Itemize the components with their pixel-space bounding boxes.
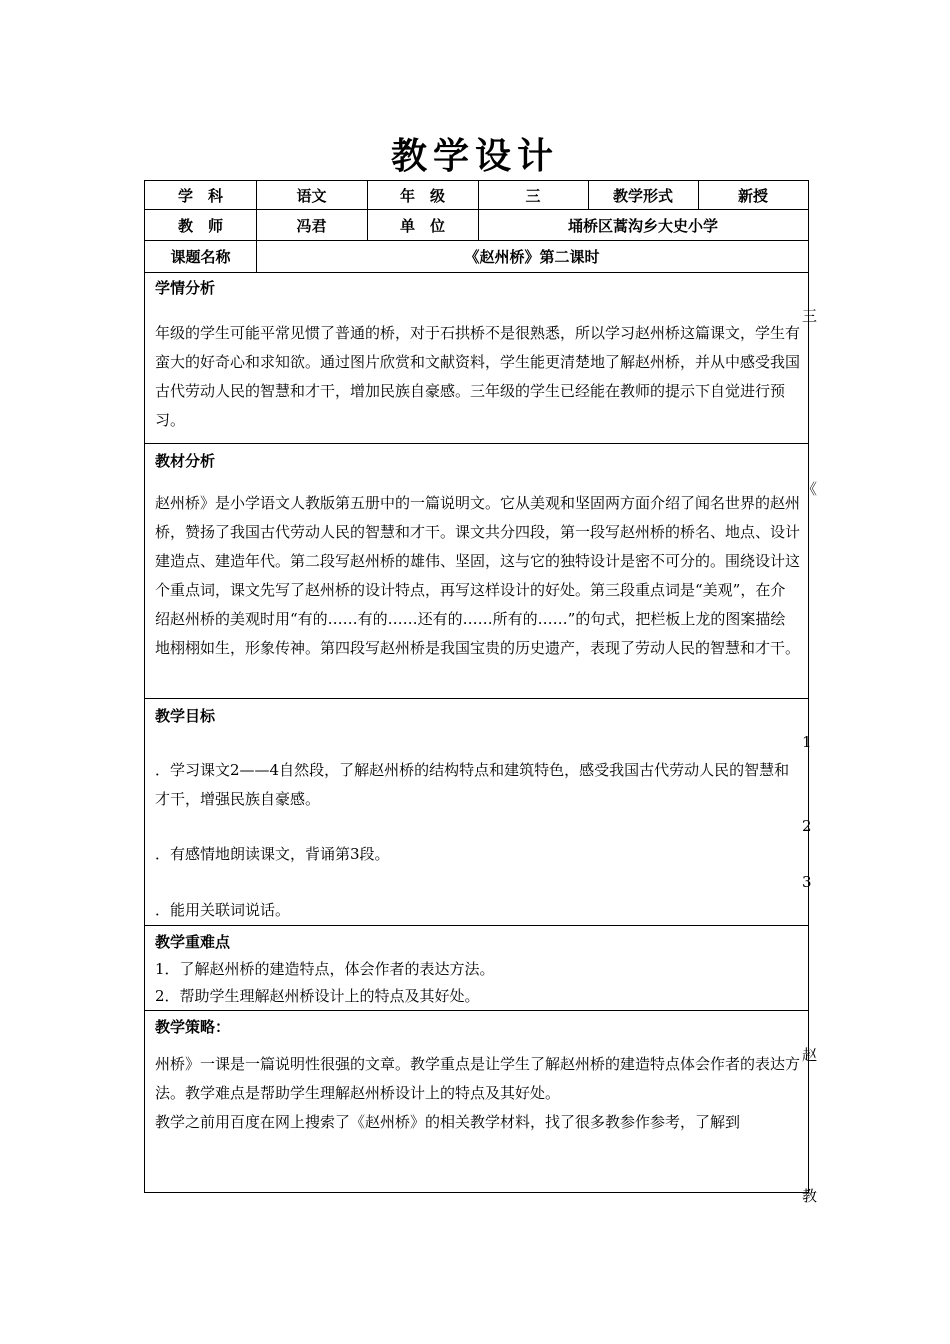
section-title: 教学策略： (155, 1018, 231, 1036)
objective-1: ．学习课文2——4自然段，了解赵州桥的结构特点和建筑特色，感受我国古代劳动人民的智慧和才干，增强民族自豪感。 (155, 761, 790, 808)
value-grade: 三 (525, 186, 541, 205)
value-unit: 埇桥区蒿沟乡大史小学 (567, 216, 718, 235)
lesson-plan-table (144, 180, 809, 1193)
page-title: 教学设计 (390, 136, 559, 177)
overflow-char: 三 (802, 307, 818, 325)
section-key-points (145, 925, 808, 1010)
section-material-analysis (145, 443, 808, 698)
section-learner-analysis (145, 272, 808, 443)
label-subject: 学 科 (177, 186, 223, 205)
overflow-num: 2 (802, 817, 812, 835)
label-topic: 课题名称 (170, 248, 231, 266)
label-teaching-form: 教学形式 (612, 186, 673, 205)
section-body: 赵州桥》是小学语文人教版第五册中的一篇说明文。它从美观和坚固两方面介绍了闻名世界的赵州桥，赞扬了我国古代劳动人民的智慧和才干。课文共分四段，第一段写赵州桥的桥名、地点、设计建造点、建造年代。第二段写赵州桥的雄伟、坚固，这与它的独特设计是密不可分的。围绕设计这个重点词，课文先写了赵州桥的设计特点，再写这样设计的好处。第三段重点词是“美观”，在介绍赵州桥的美观时用“有的……有的……还有的……所有的……”的句式，把栏板上龙的图案描绘地栩栩如生，形象传神。第四段写赵州桥是我国宝贵的历史遗产，表现了劳动人民的智慧和才干。 (155, 494, 801, 657)
overflow-num: 3 (802, 873, 812, 891)
info-row-subject (145, 181, 808, 209)
section-title: 教材分析 (155, 452, 216, 470)
key-point-1: 1．了解赵州桥的建造特点，体会作者的表达方法。 (155, 960, 495, 978)
section-body-continued: 教学之前用百度在网上搜索了《赵州桥》的相关教学材料，找了很多教参作参考，了解到 (155, 1113, 741, 1131)
value-topic: 《赵州桥》第二课时 (464, 248, 600, 266)
section-body: 州桥》一课是一篇说明性很强的文章。教学重点是让学生了解赵州桥的建造特点体会作者的表达方法。教学难点是帮助学生理解赵州桥设计上的特点及其好处。 (155, 1055, 801, 1102)
value-teaching-form: 新授 (737, 186, 768, 205)
value-subject: 语文 (296, 186, 327, 205)
overflow-char: 赵 (802, 1046, 818, 1064)
info-row-topic (145, 240, 808, 272)
section-title: 教学重难点 (155, 933, 231, 951)
info-row-teacher (145, 209, 808, 240)
overflow-char: 《 (802, 480, 818, 498)
section-title: 学情分析 (155, 279, 216, 297)
overflow-char: 教 (802, 1187, 818, 1205)
section-objectives (145, 698, 808, 925)
objective-3: ．能用关联词说话。 (155, 901, 291, 919)
section-title: 教学目标 (155, 707, 216, 725)
key-point-2: 2．帮助学生理解赵州桥设计上的特点及其好处。 (155, 987, 480, 1005)
objective-2: ．有感情地朗读课文，背诵第3段。 (155, 845, 390, 863)
label-unit: 单 位 (399, 216, 445, 235)
section-strategy (145, 1010, 808, 1192)
section-body: 年级的学生可能平常见惯了普通的桥，对于石拱桥不是很熟悉，所以学习赵州桥这篇课文，学生有蛮大的好奇心和求知欲。通过图片欣赏和文献资料，学生能更清楚地了解赵州桥，并从中感受我国古代劳动人民的智慧和才干，增加民族自豪感。三年级的学生已经能在教师的提示下自觉进行预习。 (155, 324, 801, 429)
value-teacher: 冯君 (296, 216, 327, 235)
overflow-num: 1 (802, 733, 812, 751)
label-grade: 年 级 (399, 186, 445, 205)
label-teacher: 教 师 (177, 216, 223, 235)
